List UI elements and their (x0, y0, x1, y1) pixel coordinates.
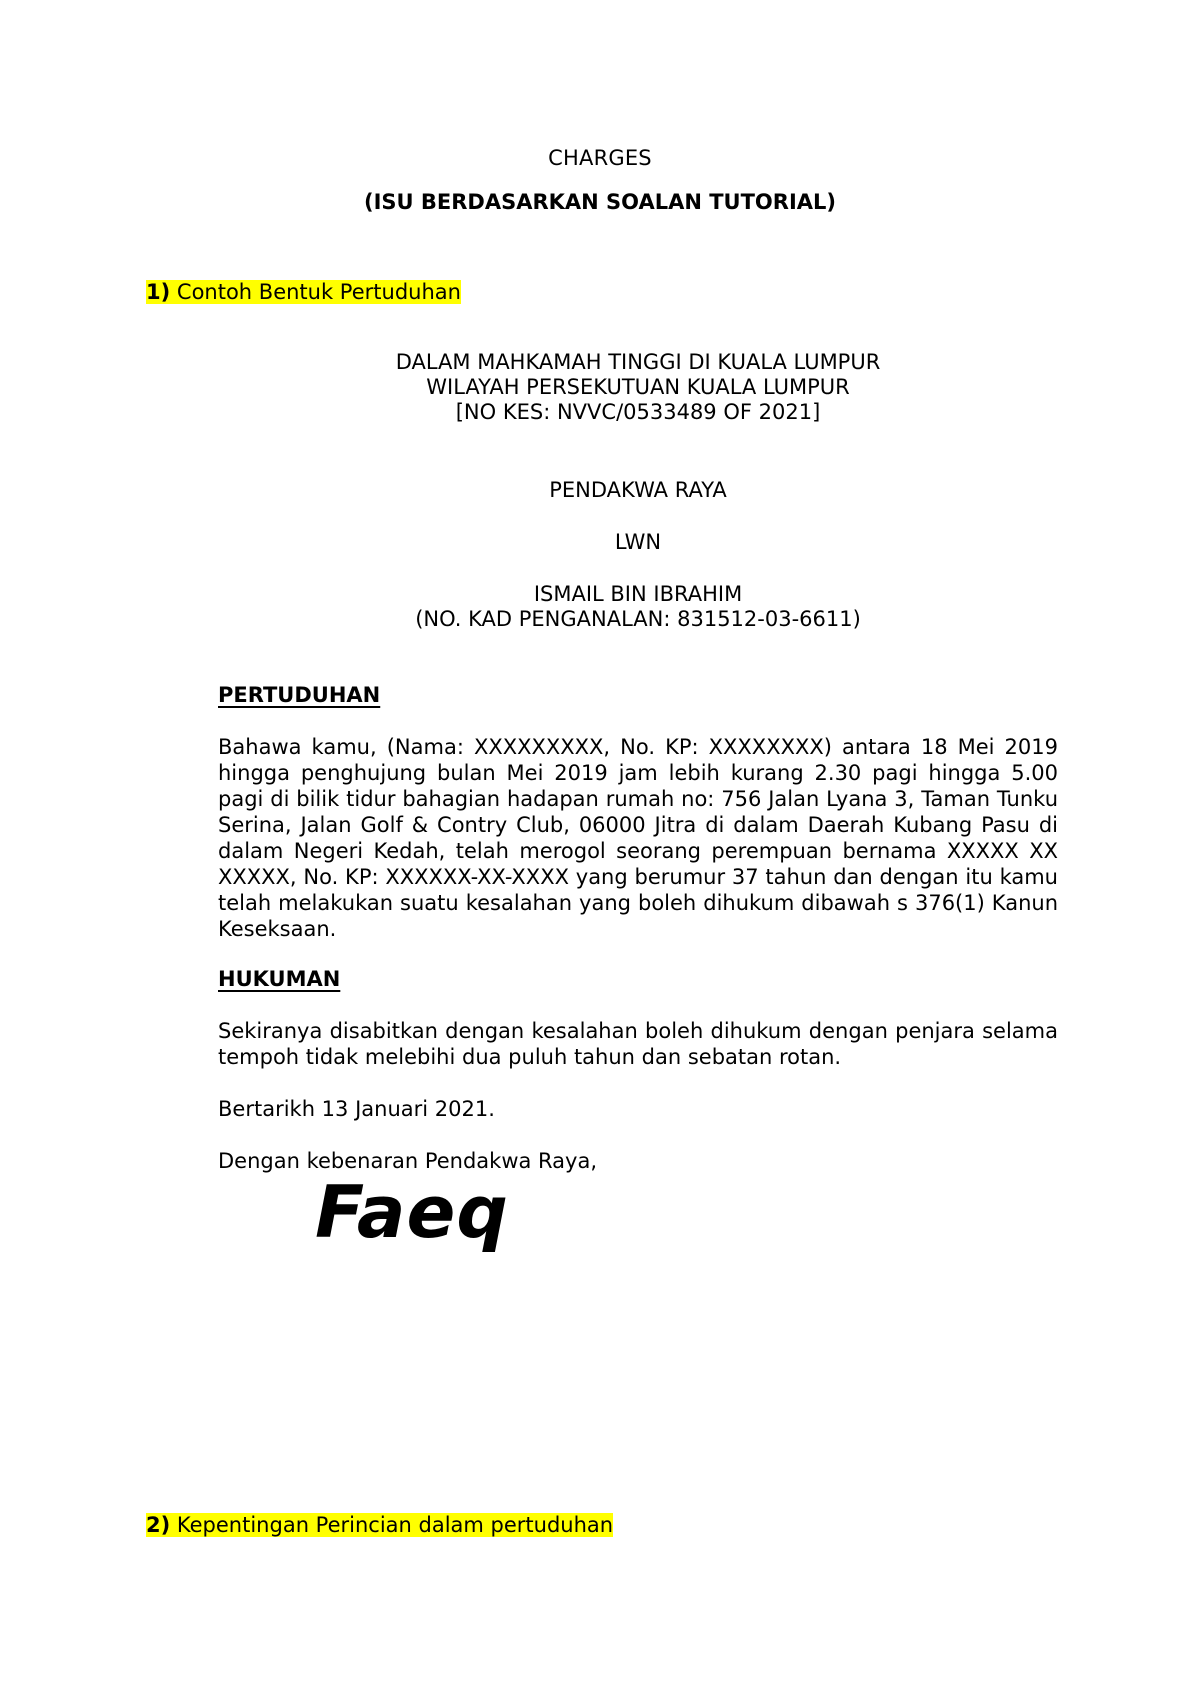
section-1-number: 1) (146, 280, 171, 304)
charge-text: Bahawa kamu, (Nama: XXXXXXXXX, No. KP: XXXXXXXX) antara 18 Mei 2019 hingga penghujung bulan Mei 2019 jam lebih kurang 2.30 pagi hingga 5.00 pagi di bilik tidur bahagian hadapan rumah no: 756 Jalan Lyana 3, Taman Tunku Serina, Jalan Golf & Contry Club, 06000 Jitra di dalam Daerah Kubang Pasu di dalam Negeri Kedah, telah merogol seorang perempuan bernama XXXXX XX XXXXX, No. KP: XXXXXX-XX-XXXX yang berumur 37 tahun dan dengan itu kamu telah melakukan suatu kesalahan yang boleh dihukum dibawah s 376(1) Kanun Keseksaan. (218, 735, 1058, 941)
accused-block (0, 582, 1200, 632)
prosecutor-name: PENDAKWA RAYA (549, 478, 727, 502)
accused-name: ISMAIL BIN IBRAHIM (533, 582, 743, 606)
court-line-1: DALAM MAHKAMAH TINGGI DI KUALA LUMPUR (395, 350, 881, 374)
charge-heading: PERTUDUHAN (218, 683, 381, 707)
section-2-number: 2) (146, 1513, 171, 1537)
closing-line: Dengan kebenaran Pendakwa Raya, (218, 1149, 598, 1173)
versus-label: LWN (614, 530, 662, 554)
section-1-heading (146, 280, 461, 304)
punishment-heading: HUKUMAN (218, 967, 341, 991)
section-1-label: Contoh Bentuk Pertuduhan (176, 280, 461, 304)
section-2-label: Kepentingan Perincian dalam pertuduhan (176, 1513, 614, 1537)
document-title: CHARGES (548, 146, 652, 170)
punishment-text: Sekiranya disabitkan dengan kesalahan boleh dihukum dengan penjara selama tempoh tidak melebihi dua puluh tahun dan sebatan rotan. (218, 1019, 1058, 1069)
court-line-2: WILAYAH PERSEKUTUAN KUALA LUMPUR (426, 375, 850, 399)
signature: Faeq (315, 1170, 509, 1254)
court-header (0, 350, 1200, 425)
court-line-3: [NO KES: NVVC/0533489 OF 2021] (455, 400, 821, 424)
accused-id: (NO. KAD PENGANALAN: 831512-03-6611) (415, 607, 861, 631)
date-line: Bertarikh 13 Januari 2021. (218, 1097, 495, 1121)
section-2-heading (146, 1513, 613, 1537)
document-subtitle: (ISU BERDASARKAN SOALAN TUTORIAL) (363, 190, 837, 214)
